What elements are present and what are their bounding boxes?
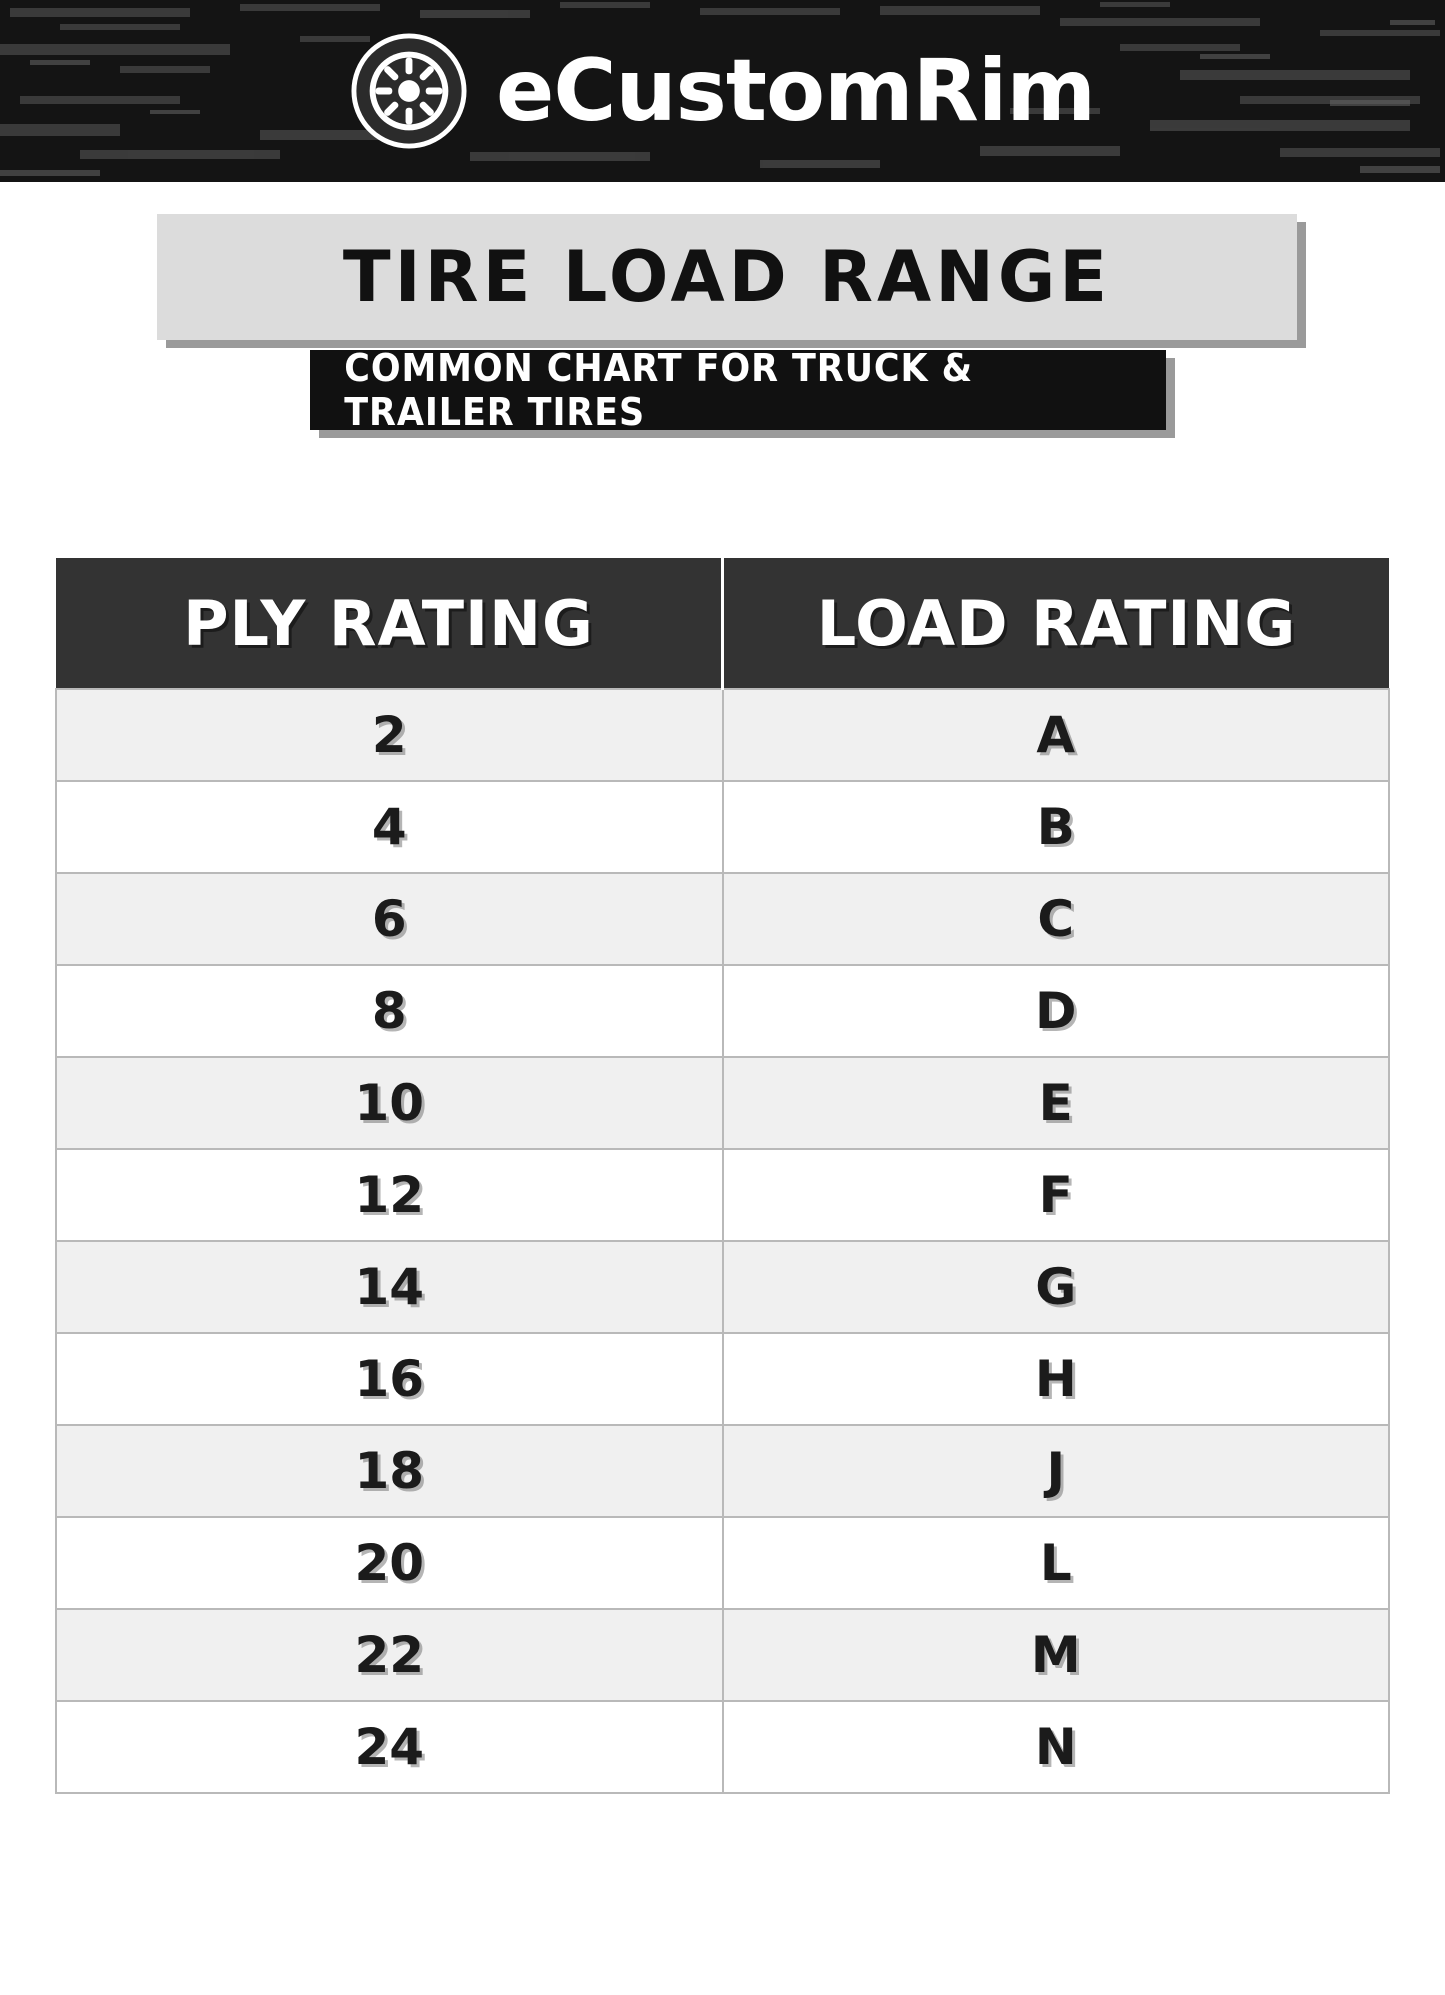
table-row (56, 1701, 1389, 1793)
cell-load-rating: E (723, 1057, 1390, 1149)
table-header-row (56, 558, 1389, 689)
cell-load-rating: N (723, 1701, 1390, 1793)
cell-load-rating: H (723, 1333, 1390, 1425)
cell-ply-rating: 2 (56, 689, 723, 781)
tire-load-range-table (55, 558, 1390, 1794)
cell-load-rating: B (723, 781, 1390, 873)
table-row (56, 1333, 1389, 1425)
table-row (56, 1609, 1389, 1701)
page-title: TIRE LOAD RANGE (342, 236, 1112, 318)
column-header-ply-rating: PLY RATING (56, 558, 723, 689)
subtitle-band (310, 346, 1166, 434)
cell-load-rating: F (723, 1149, 1390, 1241)
cell-ply-rating: 18 (56, 1425, 723, 1517)
cell-ply-rating: 6 (56, 873, 723, 965)
column-header-load-rating: LOAD RATING (723, 558, 1390, 689)
table-row (56, 781, 1389, 873)
cell-load-rating: A (723, 689, 1390, 781)
cell-ply-rating: 12 (56, 1149, 723, 1241)
cell-load-rating: G (723, 1241, 1390, 1333)
tire-wheel-icon (350, 32, 468, 150)
cell-ply-rating: 10 (56, 1057, 723, 1149)
cell-load-rating: D (723, 965, 1390, 1057)
table-row (56, 1425, 1389, 1517)
title-band (157, 214, 1297, 340)
title-block (0, 206, 1445, 436)
cell-ply-rating: 8 (56, 965, 723, 1057)
header-banner (0, 0, 1445, 182)
cell-load-rating: M (723, 1609, 1390, 1701)
cell-ply-rating: 16 (56, 1333, 723, 1425)
cell-ply-rating: 14 (56, 1241, 723, 1333)
cell-ply-rating: 20 (56, 1517, 723, 1609)
table-row (56, 1241, 1389, 1333)
page-subtitle: COMMON CHART FOR TRUCK & TRAILER TIRES (344, 346, 974, 434)
table-row (56, 1057, 1389, 1149)
table-row (56, 965, 1389, 1057)
cell-load-rating: L (723, 1517, 1390, 1609)
cell-load-rating: C (723, 873, 1390, 965)
table-row (56, 689, 1389, 781)
table-row (56, 873, 1389, 965)
cell-ply-rating: 24 (56, 1701, 723, 1793)
table-row (56, 1517, 1389, 1609)
cell-ply-rating: 22 (56, 1609, 723, 1701)
cell-ply-rating: 4 (56, 781, 723, 873)
table-row (56, 1149, 1389, 1241)
brand-name: eCustomRim (496, 41, 1095, 141)
cell-load-rating: J (723, 1425, 1390, 1517)
